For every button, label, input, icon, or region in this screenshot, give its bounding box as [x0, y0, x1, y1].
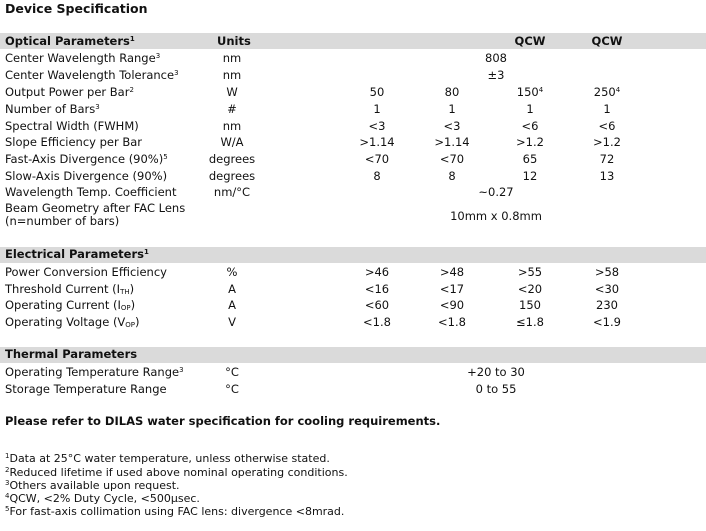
footnote: $^4$QCW, <2% Duty Cycle, <500µsec. — [5, 492, 200, 505]
row-label: Number of Bars$^3$ — [5, 102, 100, 116]
value-col-4: <6 — [598, 119, 616, 133]
row-label: Spectral Width (FWHM) — [5, 119, 139, 133]
footnote: $^2$Reduced lifetime if used above nominal operating conditions. — [5, 466, 348, 479]
spec-row-beam-geometry — [0, 208, 706, 225]
row-label: Center Wavelength Range$^3$ — [5, 51, 161, 65]
value-col-1: <1.8 — [363, 315, 391, 329]
row-label: Power Conversion Efficiency — [5, 265, 167, 279]
value-col-2: <3 — [443, 119, 461, 133]
row-unit: # — [227, 102, 237, 116]
footnote: $^5$For fast-axis collimation using FAC lens: divergence <8mrad. — [5, 505, 345, 518]
row-label: Output Power per Bar$^2$ — [5, 85, 134, 99]
spec-row-threshold-current — [0, 281, 706, 298]
value-col-1: <3 — [368, 119, 386, 133]
value-col-2: 8 — [448, 169, 456, 183]
value-col-4: 13 — [599, 169, 615, 183]
beam-geometry-line-1: Beam Geometry after FAC Lens — [5, 201, 186, 215]
optical-header — [0, 33, 706, 50]
value-col-1: <70 — [364, 152, 390, 166]
row-unit: degrees — [208, 169, 256, 183]
value-col-2: <70 — [439, 152, 465, 166]
row-unit: nm/°C — [213, 185, 251, 199]
value-col-3: >1.2 — [516, 135, 544, 149]
row-unit: W/A — [220, 135, 244, 149]
value-col-2: <17 — [439, 282, 465, 296]
value-col-4: 1 — [603, 102, 611, 116]
row-label: Operating Current $(I_{OP})$ — [5, 298, 136, 312]
value-col-3: ≤1.8 — [516, 315, 544, 329]
beam-geometry-value: 10mm x 0.8mm — [450, 209, 542, 223]
value-col-1: >46 — [364, 265, 390, 279]
value-col-2: <1.8 — [438, 315, 466, 329]
spec-row-output-power — [0, 84, 706, 101]
thermal-header-label: Thermal Parameters — [5, 347, 138, 361]
value-col-2: 80 — [444, 85, 460, 99]
row-label: Fast-Axis Divergence $(90\%)^5$ — [5, 152, 168, 166]
row-label: Center Wavelength Tolerance$^3$ — [5, 68, 179, 82]
cooling-note: Please refer to DILAS water specification for cooling requirements. — [5, 414, 441, 428]
spec-row-slope-efficiency — [0, 134, 706, 151]
row-unit: nm — [222, 119, 242, 133]
row-label: Operating Voltage $(V_{OP})$ — [5, 315, 140, 329]
row-label: Slow-Axis Divergence (90%) — [5, 169, 168, 183]
row-unit: nm — [222, 68, 242, 82]
spec-row-operating-current — [0, 297, 706, 314]
spec-row-center-wavelength-tolerance — [0, 67, 706, 84]
value-col-4: 230 — [596, 298, 618, 312]
value-col-3: <6 — [521, 119, 539, 133]
value-col-3: 150 — [519, 298, 541, 312]
value-col-3: >55 — [517, 265, 543, 279]
row-label: Storage Temperature Range — [5, 382, 167, 396]
spec-row-spectral-width — [0, 118, 706, 135]
value-col-4: >1.2 — [593, 135, 621, 149]
spec-row-operating-temperature — [0, 364, 706, 381]
row-unit: degrees — [208, 152, 256, 166]
value-col-1: 50 — [369, 85, 385, 99]
spec-row-slow-axis-divergence — [0, 168, 706, 185]
row-unit: % — [226, 265, 238, 279]
row-label: Wavelength Temp. Coefficient — [5, 185, 177, 199]
value-col-4: 72 — [599, 152, 615, 166]
row-span-value: +20 to 30 — [467, 365, 525, 379]
row-unit: nm — [222, 51, 242, 65]
value-col-1: 8 — [373, 169, 381, 183]
spec-row-center-wavelength-range — [0, 50, 706, 67]
page-title: Device Specification — [5, 1, 148, 16]
value-col-3: 1 — [526, 102, 534, 116]
spec-row-storage-temperature — [0, 381, 706, 398]
value-col-4: <30 — [594, 282, 620, 296]
value-col-4: >58 — [594, 265, 620, 279]
qcw-header-1: QCW — [514, 34, 546, 48]
spec-row-number-of-bars — [0, 101, 706, 118]
electrical-header — [0, 246, 706, 263]
value-col-3: 12 — [522, 169, 538, 183]
row-span-value: ~0.27 — [478, 185, 514, 199]
row-unit: °C — [225, 382, 239, 396]
value-col-4: $250^4$ — [593, 85, 621, 99]
spec-row-power-conversion-efficiency — [0, 264, 706, 281]
row-unit: V — [228, 315, 236, 329]
value-col-2: >48 — [439, 265, 465, 279]
value-col-3: $150^4$ — [516, 85, 544, 99]
beam-geometry-line-2: (n=number of bars) — [5, 214, 120, 228]
row-label: Slope Efficiency per Bar — [5, 135, 143, 149]
thermal-header — [0, 346, 706, 363]
optical-header-label: Optical Parameters$^1$ — [5, 34, 135, 48]
row-label: Operating Temperature Range$^3$ — [5, 365, 184, 379]
units-header: Units — [217, 34, 251, 48]
spec-row-fast-axis-divergence — [0, 151, 706, 168]
value-col-2: >1.14 — [434, 135, 470, 149]
value-col-2: 1 — [448, 102, 456, 116]
value-col-1: <60 — [364, 298, 390, 312]
value-col-1: <16 — [364, 282, 390, 296]
spec-row-operating-voltage — [0, 314, 706, 331]
value-col-3: <20 — [517, 282, 543, 296]
footnote: $^1$Data at 25°C water temperature, unless otherwise stated. — [5, 452, 330, 465]
row-unit: °C — [225, 365, 239, 379]
row-span-value: 808 — [485, 51, 507, 65]
value-col-1: 1 — [373, 102, 381, 116]
row-span-value: ±3 — [487, 68, 505, 82]
row-unit: W — [226, 85, 238, 99]
row-span-value: 0 to 55 — [475, 382, 517, 396]
row-unit: A — [228, 282, 236, 296]
electrical-header-label: Electrical Parameters$^1$ — [5, 247, 149, 261]
footnote: $^3$Others available upon request. — [5, 479, 180, 492]
value-col-2: <90 — [439, 298, 465, 312]
row-unit: A — [228, 298, 236, 312]
row-label: Threshold Current $(I_{TH})$ — [5, 282, 135, 296]
value-col-4: <1.9 — [593, 315, 621, 329]
spec-row-wavelength-temp-coefficient — [0, 184, 706, 201]
value-col-3: 65 — [522, 152, 538, 166]
qcw-header-2: QCW — [591, 34, 623, 48]
value-col-1: >1.14 — [359, 135, 395, 149]
